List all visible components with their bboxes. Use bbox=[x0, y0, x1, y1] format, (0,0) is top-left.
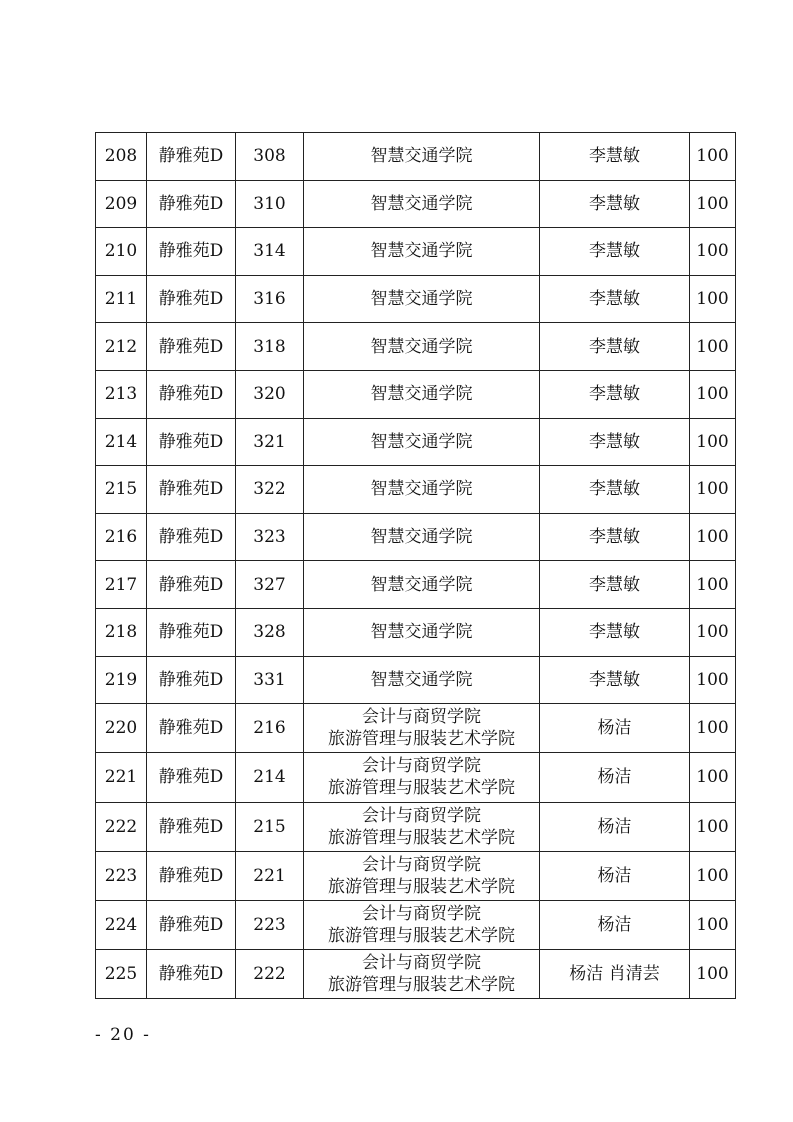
person-in-charge-cell: 李慧敏 bbox=[540, 180, 690, 228]
person-in-charge-cell: 李慧敏 bbox=[540, 370, 690, 418]
table-row bbox=[96, 275, 736, 323]
room-number-cell: 321 bbox=[236, 418, 304, 466]
college-cell bbox=[304, 950, 540, 999]
table-row bbox=[96, 513, 736, 561]
room-number-cell: 221 bbox=[236, 851, 304, 900]
college-cell bbox=[304, 802, 540, 851]
building-cell: 静雅苑D bbox=[147, 656, 236, 704]
room-number-cell: 320 bbox=[236, 370, 304, 418]
table-row bbox=[96, 753, 736, 802]
college-name: 智慧交通学院 bbox=[370, 527, 473, 548]
college-cell bbox=[304, 513, 540, 561]
person-in-charge-cell: 李慧敏 bbox=[540, 418, 690, 466]
college-name: 智慧交通学院 bbox=[370, 669, 473, 690]
table-row bbox=[96, 228, 736, 276]
college-name: 智慧交通学院 bbox=[370, 622, 473, 643]
college-name: 智慧交通学院 bbox=[370, 146, 473, 167]
college-cell bbox=[304, 228, 540, 276]
building-cell: 静雅苑D bbox=[147, 418, 236, 466]
college-name: 会计与商贸学院 bbox=[362, 953, 481, 974]
person-in-charge-cell: 杨洁 bbox=[540, 900, 690, 949]
building-cell: 静雅苑D bbox=[147, 753, 236, 802]
college-cell bbox=[304, 753, 540, 802]
college-name: 智慧交通学院 bbox=[370, 574, 473, 595]
college-name: 旅游管理与服装艺术学院 bbox=[328, 975, 515, 996]
college-name: 智慧交通学院 bbox=[370, 431, 473, 452]
row-number-cell: 218 bbox=[96, 608, 147, 656]
person-in-charge-cell: 杨洁 bbox=[540, 851, 690, 900]
score-cell: 100 bbox=[690, 133, 736, 181]
person-in-charge-cell: 杨洁 bbox=[540, 753, 690, 802]
room-number-cell: 328 bbox=[236, 608, 304, 656]
score-cell: 100 bbox=[690, 466, 736, 514]
building-cell: 静雅苑D bbox=[147, 851, 236, 900]
score-cell: 100 bbox=[690, 180, 736, 228]
building-cell: 静雅苑D bbox=[147, 323, 236, 371]
table-row bbox=[96, 370, 736, 418]
building-cell: 静雅苑D bbox=[147, 466, 236, 514]
building-cell: 静雅苑D bbox=[147, 370, 236, 418]
college-cell bbox=[304, 370, 540, 418]
room-number-cell: 308 bbox=[236, 133, 304, 181]
row-number-cell: 208 bbox=[96, 133, 147, 181]
college-name: 会计与商贸学院 bbox=[362, 805, 481, 826]
row-number-cell: 212 bbox=[96, 323, 147, 371]
score-cell: 100 bbox=[690, 656, 736, 704]
page-number: - 20 - bbox=[95, 1025, 151, 1045]
college-name: 旅游管理与服装艺术学院 bbox=[328, 729, 515, 750]
building-cell: 静雅苑D bbox=[147, 513, 236, 561]
row-number-cell: 225 bbox=[96, 950, 147, 999]
table-row bbox=[96, 704, 736, 753]
building-cell: 静雅苑D bbox=[147, 180, 236, 228]
score-cell: 100 bbox=[690, 418, 736, 466]
building-cell: 静雅苑D bbox=[147, 950, 236, 999]
table-row bbox=[96, 180, 736, 228]
score-cell: 100 bbox=[690, 561, 736, 609]
college-name: 旅游管理与服装艺术学院 bbox=[328, 925, 515, 946]
person-in-charge-cell: 李慧敏 bbox=[540, 656, 690, 704]
room-number-cell: 216 bbox=[236, 704, 304, 753]
college-cell bbox=[304, 275, 540, 323]
person-in-charge-cell: 杨洁 肖清芸 bbox=[540, 950, 690, 999]
score-cell: 100 bbox=[690, 228, 736, 276]
college-cell bbox=[304, 180, 540, 228]
room-number-cell: 215 bbox=[236, 802, 304, 851]
score-cell: 100 bbox=[690, 323, 736, 371]
row-number-cell: 214 bbox=[96, 418, 147, 466]
person-in-charge-cell: 李慧敏 bbox=[540, 608, 690, 656]
row-number-cell: 220 bbox=[96, 704, 147, 753]
room-number-cell: 331 bbox=[236, 656, 304, 704]
row-number-cell: 224 bbox=[96, 900, 147, 949]
score-cell: 100 bbox=[690, 802, 736, 851]
room-number-cell: 222 bbox=[236, 950, 304, 999]
row-number-cell: 217 bbox=[96, 561, 147, 609]
building-cell: 静雅苑D bbox=[147, 228, 236, 276]
score-cell: 100 bbox=[690, 370, 736, 418]
person-in-charge-cell: 杨洁 bbox=[540, 802, 690, 851]
score-cell: 100 bbox=[690, 851, 736, 900]
person-in-charge-cell: 李慧敏 bbox=[540, 561, 690, 609]
college-name: 智慧交通学院 bbox=[370, 384, 473, 405]
college-cell bbox=[304, 704, 540, 753]
score-cell: 100 bbox=[690, 950, 736, 999]
room-number-cell: 323 bbox=[236, 513, 304, 561]
person-in-charge-cell: 李慧敏 bbox=[540, 228, 690, 276]
room-number-cell: 214 bbox=[236, 753, 304, 802]
college-cell bbox=[304, 418, 540, 466]
college-cell bbox=[304, 900, 540, 949]
building-cell: 静雅苑D bbox=[147, 561, 236, 609]
inspection-table bbox=[95, 132, 736, 999]
college-name: 旅游管理与服装艺术学院 bbox=[328, 876, 515, 897]
table-row bbox=[96, 656, 736, 704]
person-in-charge-cell: 李慧敏 bbox=[540, 513, 690, 561]
row-number-cell: 209 bbox=[96, 180, 147, 228]
table-body bbox=[96, 133, 736, 999]
room-number-cell: 310 bbox=[236, 180, 304, 228]
college-name: 旅游管理与服装艺术学院 bbox=[328, 827, 515, 848]
row-number-cell: 215 bbox=[96, 466, 147, 514]
room-number-cell: 314 bbox=[236, 228, 304, 276]
score-cell: 100 bbox=[690, 753, 736, 802]
building-cell: 静雅苑D bbox=[147, 802, 236, 851]
building-cell: 静雅苑D bbox=[147, 900, 236, 949]
college-cell bbox=[304, 608, 540, 656]
person-in-charge-cell: 李慧敏 bbox=[540, 466, 690, 514]
row-number-cell: 219 bbox=[96, 656, 147, 704]
building-cell: 静雅苑D bbox=[147, 133, 236, 181]
college-name: 智慧交通学院 bbox=[370, 336, 473, 357]
score-cell: 100 bbox=[690, 513, 736, 561]
row-number-cell: 210 bbox=[96, 228, 147, 276]
score-cell: 100 bbox=[690, 900, 736, 949]
table-row bbox=[96, 851, 736, 900]
college-name: 智慧交通学院 bbox=[370, 479, 473, 500]
score-cell: 100 bbox=[690, 275, 736, 323]
college-name: 会计与商贸学院 bbox=[362, 707, 481, 728]
college-name: 会计与商贸学院 bbox=[362, 903, 481, 924]
college-cell bbox=[304, 561, 540, 609]
table-row bbox=[96, 950, 736, 999]
college-name: 旅游管理与服装艺术学院 bbox=[328, 778, 515, 799]
row-number-cell: 216 bbox=[96, 513, 147, 561]
row-number-cell: 221 bbox=[96, 753, 147, 802]
college-name: 会计与商贸学院 bbox=[362, 756, 481, 777]
table-row bbox=[96, 323, 736, 371]
room-number-cell: 223 bbox=[236, 900, 304, 949]
college-name: 会计与商贸学院 bbox=[362, 854, 481, 875]
person-in-charge-cell: 李慧敏 bbox=[540, 323, 690, 371]
room-number-cell: 316 bbox=[236, 275, 304, 323]
college-name: 智慧交通学院 bbox=[370, 289, 473, 310]
person-in-charge-cell: 李慧敏 bbox=[540, 275, 690, 323]
room-number-cell: 322 bbox=[236, 466, 304, 514]
college-cell bbox=[304, 466, 540, 514]
score-cell: 100 bbox=[690, 608, 736, 656]
building-cell: 静雅苑D bbox=[147, 608, 236, 656]
room-number-cell: 327 bbox=[236, 561, 304, 609]
person-in-charge-cell: 杨洁 bbox=[540, 704, 690, 753]
score-cell: 100 bbox=[690, 704, 736, 753]
college-name: 智慧交通学院 bbox=[370, 193, 473, 214]
person-in-charge-cell: 李慧敏 bbox=[540, 133, 690, 181]
row-number-cell: 223 bbox=[96, 851, 147, 900]
table-row bbox=[96, 608, 736, 656]
table-row bbox=[96, 900, 736, 949]
row-number-cell: 222 bbox=[96, 802, 147, 851]
college-cell bbox=[304, 851, 540, 900]
building-cell: 静雅苑D bbox=[147, 704, 236, 753]
college-cell bbox=[304, 133, 540, 181]
table-row bbox=[96, 133, 736, 181]
table-row bbox=[96, 802, 736, 851]
table-row bbox=[96, 466, 736, 514]
row-number-cell: 211 bbox=[96, 275, 147, 323]
table-row bbox=[96, 561, 736, 609]
building-cell: 静雅苑D bbox=[147, 275, 236, 323]
room-number-cell: 318 bbox=[236, 323, 304, 371]
row-number-cell: 213 bbox=[96, 370, 147, 418]
college-cell bbox=[304, 323, 540, 371]
table-row bbox=[96, 418, 736, 466]
college-cell bbox=[304, 656, 540, 704]
college-name: 智慧交通学院 bbox=[370, 241, 473, 262]
